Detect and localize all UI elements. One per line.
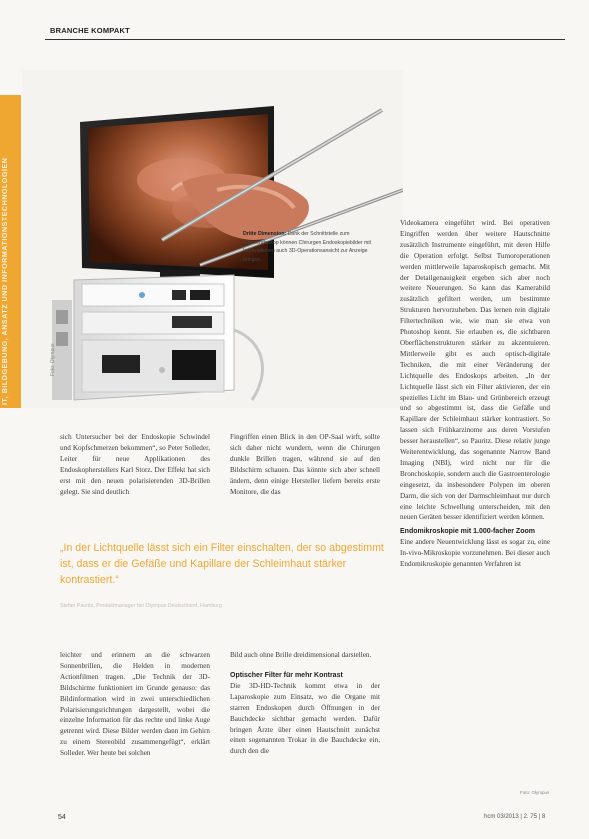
caption-text: Dank der Schnittstelle zum Videoendoskop können Chirurgen Endoskopiebilder mit Informationen auch 3D-Operationsansicht zur Anzeige bringen. <box>243 231 371 263</box>
subheading: Endomikroskopie mit 1.000-facher Zoom <box>400 528 535 536</box>
caption-title: Dritte Dimension: <box>243 231 287 237</box>
body-paragraph: Die 3D-HD-Technik kommt etwa in der Laparoskopie zum Einsatz, wo die Organe mit starren Endoskopen durch Öffnungen in der Bauchdecke sichtbar gemacht werden. Dafür bringen Ärzte über einen Hautschnitt zunächst einen sogenannten Trokar in die Bauchdecke ein, durch den die <box>230 681 380 756</box>
image-caption <box>243 230 383 264</box>
side-section-label: IT, BILDGEBUNG, ANSATZ UND INFORMATIONSTECHNOLOGIEN <box>2 157 9 405</box>
column-middle-top <box>230 432 380 497</box>
issue-info: hcm 03/2013 | 2. 75 | 8 <box>484 814 546 820</box>
body-paragraph: sich Untersucher bei der Endoskopie Schwindel und Kopfschmerzen bekommen“, so Peter Solleder, Leiter für neue Applikationen des Endoskopherstellers Karl Storz. Der Effekt hat sich erst mit den neuen polarisierenden 3D-Brillen gelegt. Sie sind deutlich <box>60 433 210 496</box>
section-header: BRANCHE KOMPAKT <box>50 26 130 35</box>
right-photo-credit: Foto: Olympus <box>520 790 550 795</box>
photo-credit: Foto: Olympus <box>50 343 56 376</box>
body-paragraph: Eine andere Neuentwicklung lässt es sogar zu, eine In-vivo-Mikroskopie vorzunehmen. Bei dieser auch Endomikroskopie genannten Verfahren ist <box>400 538 550 569</box>
subheading: Optischer Filter für mehr Kontrast <box>230 671 343 679</box>
body-paragraph: Videokamera eingeführt wird. Bei operativen Eingriffen werden über weitere Hautschnitte zusätzlich Instrumente eingeführt, mit deren Hilfe die Operation erfolgt. Selbst Tumoroperationen werden mittlerweile laparoskopisch gemacht. Mit der Detailgenauigkeit ergeben sich aber noch weitere Neuerungen. So kann das Kamerabild zusätzlich gefiltert werden, um bestimmte Strukturen hervorzuheben. Das lernen rein digitale Filtertechniken wie, wie man sie etwa von Photoshop kennt. Sie erlauben es, die sichtbaren Oberflächenstrukturen stärker zu akzentuieren. Mittlerweile gibt es auch optisch-digitale Techniken, die mit einer Veränderung der Lichtquelle des Endoskops arbeiten. „In der Lichtquelle lässt sich ein Filter aktivieren, der ein spezielles Licht im Blau- und Grünbereich erzeugt und so abgestimmt ist, dass die Gefäße und Kapillare der Schleimhaut stärker kontrastiert. So lassen sich Frühkarzinome aus deren Vorstufen besser heraustellen“, so Pauritz. Diese relativ junge Weiterentwicklung, das sogenannte Narrow Band Imaging (NBI), wird nicht nur für die Bronchoskopie, sondern auch die Gastroenterologie eingesetzt, da insbesondere Polypen im oberen Darm, die sich von der Darmschleimhaut nur durch eine leichte Schwellung unterscheiden, mit den neuen Geräten besser identifiziert werden können. <box>400 219 550 522</box>
header-rule <box>45 39 565 40</box>
column-left-bottom <box>60 650 210 759</box>
column-left-top <box>60 432 210 497</box>
pull-quote-source: Stefan Pauritz, Produktmanager bei Olympus Deutschland, Hamburg <box>60 603 222 609</box>
column-right <box>400 218 550 570</box>
body-paragraph: Fingriffen einen Blick in den OP-Saal wirft, sollte sich daher nicht wundern, wenn die Chirurgen dunkle Brillen tragen, während sie auf den Bildschirm schauen. Das könnte sich aber schnell ändern, denn einige Hersteller liefern bereits erste Monitore, die das <box>230 433 380 496</box>
page-number: 54 <box>58 814 66 821</box>
pull-quote: „In der Lichtquelle lässt sich ein Filter einschalten, der so abgestimmt ist, dass er die Gefäße und Kapillare der Schleimhaut stärker kontrastiert.“ <box>60 542 384 587</box>
body-paragraph: Bild auch ohne Brille dreidimensional darstellen. <box>230 651 372 659</box>
body-paragraph: leichter und erinnern an die schwarzen Sonnenbrillen, die Helden in modernen Actionfilmen tragen. „Die Technik der 3D-Bildschirme funktioniert im Grunde genauso: das Bildinformation wird in zwei unterschiedlichen Polarisierungsrichtungen dargestellt, wobei die einzelne Information für das rechte und linke Auge getrennt wird. Diese Bilder werden dann im Gehirn zu einem Stereobild zusammengefügt“, erklärt Solleder. Wer heute bei solchen <box>60 651 210 758</box>
column-middle-bottom <box>230 650 380 757</box>
